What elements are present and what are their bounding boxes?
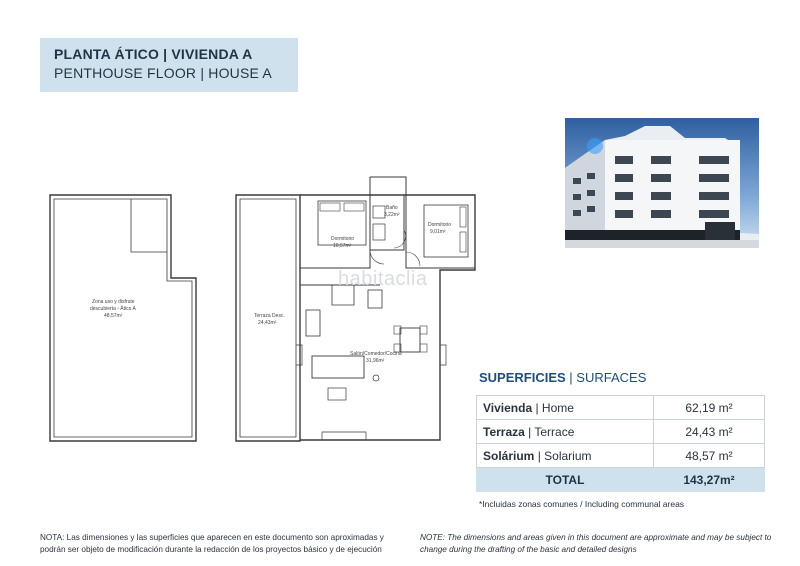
total-label: TOTAL	[477, 468, 654, 492]
row-value: 62,19 m²	[654, 396, 765, 420]
terrace-area: 24,43m²	[258, 320, 277, 326]
table-row	[477, 420, 765, 444]
row-label	[477, 444, 654, 468]
row-label	[477, 396, 654, 420]
row-label-es: Terraza	[483, 424, 525, 439]
note-spanish: NOTA: Las dimensiones y las superficies que aparecen en este documento son aproximadas y podrán ser objeto de modificación durante la redacción de los proyectos básico y de ejecución	[40, 533, 384, 554]
row-label-es: Solárium	[483, 448, 535, 463]
apartment-outline	[300, 195, 475, 440]
row-label-en: | Home	[532, 400, 574, 415]
terrace-label: Terraza Desc.	[254, 313, 285, 319]
watermark: habitaclia	[338, 268, 428, 290]
row-label	[477, 420, 654, 444]
solarium-area: 48,57m²	[104, 313, 123, 319]
row-value: 24,43 m²	[654, 420, 765, 444]
table-row	[477, 444, 765, 468]
bedroom2-area: 9,01m²	[430, 229, 446, 235]
living-area: 31,96m²	[366, 358, 385, 364]
surfaces-footnote: *Incluidas zonas comunes / Including communal areas	[479, 499, 685, 509]
bedroom1-area: 10,57m²	[333, 243, 352, 249]
title-english: PENTHOUSE FLOOR | HOUSE A	[54, 65, 272, 81]
building-render-image	[565, 118, 759, 248]
row-value: 48,57 m²	[654, 444, 765, 468]
solarium-label-1: Zona uso y disfrute	[92, 299, 135, 305]
surfaces-table	[476, 395, 765, 492]
solarium-label-2: descubierta - Ático A	[90, 306, 136, 312]
bedroom2-label: Dormitorio	[428, 222, 452, 228]
bath-label: Baño	[386, 205, 398, 211]
total-row	[477, 468, 765, 492]
row-label-en: | Terrace	[524, 424, 575, 439]
bedroom1-label: Dormitorio	[331, 236, 355, 242]
bath-area: 3,22m²	[384, 212, 400, 218]
note-english: NOTE: The dimensions and areas given in this document are approximate and may be subject to change during the drafting of the basic and detailed designs	[420, 533, 772, 554]
solarium-outline	[50, 195, 196, 441]
table-row	[477, 396, 765, 420]
surfaces-title-rest: | SURFACES	[565, 370, 647, 385]
surfaces-title	[479, 370, 646, 385]
total-value: 143,27m²	[654, 468, 765, 492]
row-label-en: | Solarium	[534, 448, 592, 463]
title-spanish: PLANTA ÁTICO | VIVIENDA A	[54, 46, 253, 62]
row-label-es: Vivienda	[483, 400, 533, 415]
surfaces-title-bold: SUPERFICIES	[479, 370, 566, 385]
living-label: Salón/Comedor/Cocina	[350, 351, 402, 357]
